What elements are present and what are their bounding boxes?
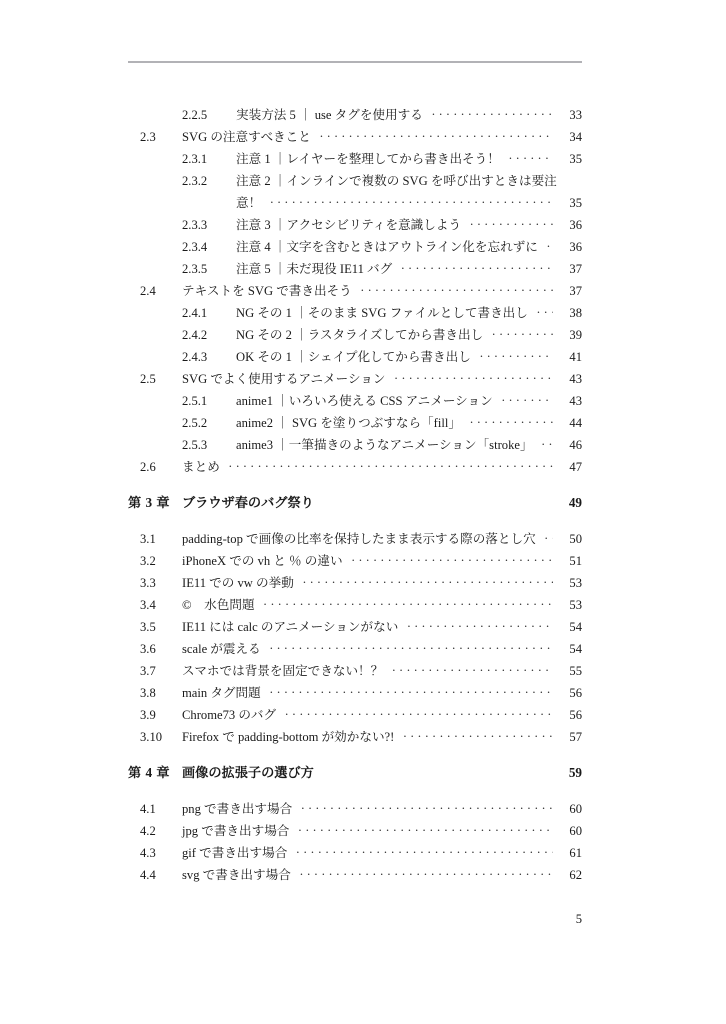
toc-chapter-page: 49 [568,495,582,510]
toc-chapter-title: 画像の拡張子の選び方 [182,765,314,780]
toc-entry-number: 2.3.5 [182,262,208,276]
toc-entry-page: 53 [569,576,582,590]
toc-entry-number: 2.5 [140,372,156,386]
toc-entry-title: IE11 には calc のアニメーションがない [182,620,399,634]
toc-entry-page: 56 [569,686,582,700]
toc-entry-number: 2.4.1 [182,306,208,320]
toc-entry-title-continued: 意！ [236,196,262,210]
toc-entry-row[interactable] [128,682,582,704]
toc-entry-page: 36 [569,240,582,254]
toc-entry-title: IE11 での vw の挙動 [182,576,294,590]
toc-chapter-row[interactable] [128,492,582,514]
toc-entry-row[interactable] [128,104,582,126]
toc-entry-number: 2.5.2 [182,416,208,430]
toc-entry-page: 56 [569,708,582,722]
toc-entry-number: 3.2 [140,554,156,568]
toc-entry-number: 2.3.3 [182,218,208,232]
chapter-spacer [128,478,582,492]
dot-leader [395,370,553,383]
toc-entry-page: 36 [569,218,582,232]
dot-leader [320,128,553,141]
toc-entry-number: 3.6 [140,642,156,656]
toc-entry-title: iPhoneX での vh と ％ の違い [182,554,343,568]
dot-leader [502,392,553,405]
toc-entry-number: 4.2 [140,824,156,838]
toc-entry-page: 46 [569,438,582,452]
toc-entry-page: 34 [569,130,582,144]
toc-entry-page: 60 [569,824,582,838]
toc-entry-page: 35 [569,196,582,210]
table-of-contents [128,104,582,886]
toc-entry-title: NG その 2 ｜ラスタライズしてから書き出し [236,328,484,342]
toc-entry-page: 62 [569,868,582,882]
toc-entry-number: 3.5 [140,620,156,634]
toc-entry-title: © 水色問題 [182,598,255,612]
toc-entry-title: 注意 4 ｜文字を含むときはアウトライン化を忘れずに [236,240,538,254]
dot-leader [300,866,553,879]
toc-entry-row[interactable] [128,346,582,368]
toc-entry-row-continuation[interactable] [128,192,582,214]
toc-entry-row[interactable] [128,842,582,864]
toc-entry-row[interactable] [128,368,582,390]
dot-leader [492,326,553,339]
chapter-spacer-after [128,514,582,528]
toc-chapter-number: 第 3 章 [128,495,171,510]
toc-entry-number: 2.3 [140,130,156,144]
toc-entry-title: 注意 2 ｜インラインで複数の SVG を呼び出すときは要注 [236,174,557,188]
dot-leader [285,706,553,719]
toc-entry-row[interactable] [128,616,582,638]
toc-entry-number: 3.9 [140,708,156,722]
toc-entry-number: 2.4 [140,284,156,298]
toc-entry-number: 2.5.3 [182,438,208,452]
toc-entry-row[interactable] [128,214,582,236]
toc-chapter-row[interactable] [128,762,582,784]
toc-entry-page: 51 [569,554,582,568]
toc-entry-row[interactable] [128,170,582,192]
page-folio: 5 [575,912,582,926]
toc-entry-number: 2.3.4 [182,240,208,254]
header-rule [128,61,582,63]
dot-leader [296,844,553,857]
toc-entry-number: 3.4 [140,598,156,612]
dot-leader [392,662,553,675]
toc-entry-title: anime3 ｜一筆描きのようなアニメーション「stroke」 [236,438,533,452]
toc-entry-title: png で書き出す場合 [182,802,293,816]
toc-entry-row[interactable] [128,390,582,412]
chapter-spacer-after [128,784,582,798]
toc-entry-title: main タグ問題 [182,686,261,700]
dot-leader [270,684,553,697]
toc-entry-title: 注意 5 ｜未だ現役 IE11 バグ [236,262,393,276]
toc-entry-title: 注意 3 ｜アクセシビリティを意識しよう [236,218,462,232]
dot-leader [470,216,553,229]
dot-leader [542,436,553,449]
dot-leader [401,260,553,273]
toc-entry-number: 3.7 [140,664,156,678]
toc-entry-title: gif で書き出す場合 [182,846,288,860]
dot-leader [301,800,553,813]
toc-entry-row[interactable] [128,704,582,726]
toc-entry-page: 53 [569,598,582,612]
dot-leader [407,618,553,631]
dot-leader [270,640,553,653]
toc-entry-page: 47 [569,460,582,474]
toc-entry-row[interactable] [128,638,582,660]
toc-entry-page: 57 [569,730,582,744]
toc-entry-row[interactable] [128,456,582,478]
toc-entry-row[interactable] [128,660,582,682]
toc-entry-page: 50 [569,532,582,546]
toc-entry-number: 2.4.2 [182,328,208,342]
toc-entry-number: 4.4 [140,868,156,882]
toc-entry-page: 37 [569,262,582,276]
toc-entry-page: 43 [569,372,582,386]
toc-entry-page: 54 [569,642,582,656]
toc-entry-number: 2.6 [140,460,156,474]
dot-leader [470,414,553,427]
toc-entry-page: 35 [569,152,582,166]
toc-entry-row[interactable] [128,550,582,572]
toc-entry-title: padding-top で画像の比率を保持したまま表示する際の落とし穴 [182,532,536,546]
toc-entry-title: Firefox で padding-bottom が効かない?! [182,730,395,744]
toc-entry-title: anime2 ｜ SVG を塗りつぶすなら「fill」 [236,416,461,430]
dot-leader [509,150,553,163]
toc-entry-number: 2.3.2 [182,174,208,188]
toc-entry-row[interactable] [128,236,582,258]
toc-entry-title: jpg で書き出す場合 [182,824,290,838]
toc-entry-row[interactable] [128,820,582,842]
toc-entry-row[interactable] [128,726,582,748]
toc-entry-number: 3.1 [140,532,156,546]
toc-entry-page: 54 [569,620,582,634]
toc-entry-title: NG その 1 ｜そのまま SVG ファイルとして書き出し [236,306,528,320]
toc-entry-number: 2.2.5 [182,108,208,122]
toc-entry-number: 3.10 [140,730,163,744]
dot-leader [545,530,553,543]
toc-entry-page: 37 [569,284,582,298]
toc-entry-number: 2.5.1 [182,394,208,408]
toc-entry-page: 41 [569,350,582,364]
chapter-spacer [128,748,582,762]
toc-entry-number: 2.3.1 [182,152,208,166]
toc-entry-title: OK その 1 ｜シェイプ化してから書き出し [236,350,471,364]
toc-entry-page: 43 [569,394,582,408]
toc-entry-title: Chrome73 のバグ [182,708,277,722]
toc-entry-page: 39 [569,328,582,342]
dot-leader [361,282,553,295]
dot-leader [566,172,579,185]
toc-entry-number: 3.8 [140,686,156,700]
dot-leader [547,238,553,251]
toc-entry-row[interactable] [128,528,582,550]
toc-entry-title: SVG でよく使用するアニメーション [182,372,386,386]
toc-chapter-page: 59 [568,765,582,780]
toc-entry-number: 2.4.3 [182,350,208,364]
dot-leader [303,574,553,587]
dot-leader [480,348,553,361]
dot-leader [264,596,553,609]
toc-entry-row[interactable] [128,324,582,346]
dot-leader [229,458,553,471]
toc-entry-row[interactable] [128,594,582,616]
toc-entry-title: スマホでは背景を固定できない！？ [182,664,384,678]
toc-entry-row[interactable] [128,798,582,820]
dot-leader [403,728,553,741]
toc-entry-title: SVG の注意すべきこと [182,130,311,144]
dot-leader [537,304,553,317]
toc-entry-page: 33 [569,108,582,122]
toc-entry-row[interactable] [128,572,582,594]
toc-entry-page: 61 [569,846,582,860]
toc-entry-row[interactable] [128,412,582,434]
toc-entry-row[interactable] [128,126,582,148]
dot-leader [352,552,553,565]
toc-entry-number: 4.1 [140,802,156,816]
toc-entry-title: anime1 ｜いろいろ使える CSS アニメーション [236,394,493,408]
toc-entry-page: 44 [569,416,582,430]
toc-entry-row[interactable] [128,280,582,302]
toc-entry-title: まとめ [182,460,220,474]
toc-entry-row[interactable] [128,258,582,280]
toc-entry-page: 38 [569,306,582,320]
toc-chapter-number: 第 4 章 [128,765,171,780]
toc-entry-row[interactable] [128,148,582,170]
dot-leader [432,106,553,119]
toc-entry-row[interactable] [128,864,582,886]
toc-entry-page: 55 [569,664,582,678]
toc-entry-row[interactable] [128,302,582,324]
toc-entry-title: テキストを SVG で書き出そう [182,284,352,298]
dot-leader [298,822,553,835]
toc-entry-number: 4.3 [140,846,156,860]
toc-entry-row[interactable] [128,434,582,456]
toc-entry-number: 3.3 [140,576,156,590]
toc-chapter-title: ブラウザ春のバグ祭り [182,495,314,510]
toc-entry-title: 実装方法 5 ｜ use タグを使用する [236,108,423,122]
toc-entry-title: 注意 1 ｜レイヤーを整理してから書き出そう！ [236,152,500,166]
toc-entry-page: 60 [569,802,582,816]
toc-entry-title: svg で書き出す場合 [182,868,291,882]
toc-entry-title: scale が震える [182,642,261,656]
dot-leader [270,194,553,207]
